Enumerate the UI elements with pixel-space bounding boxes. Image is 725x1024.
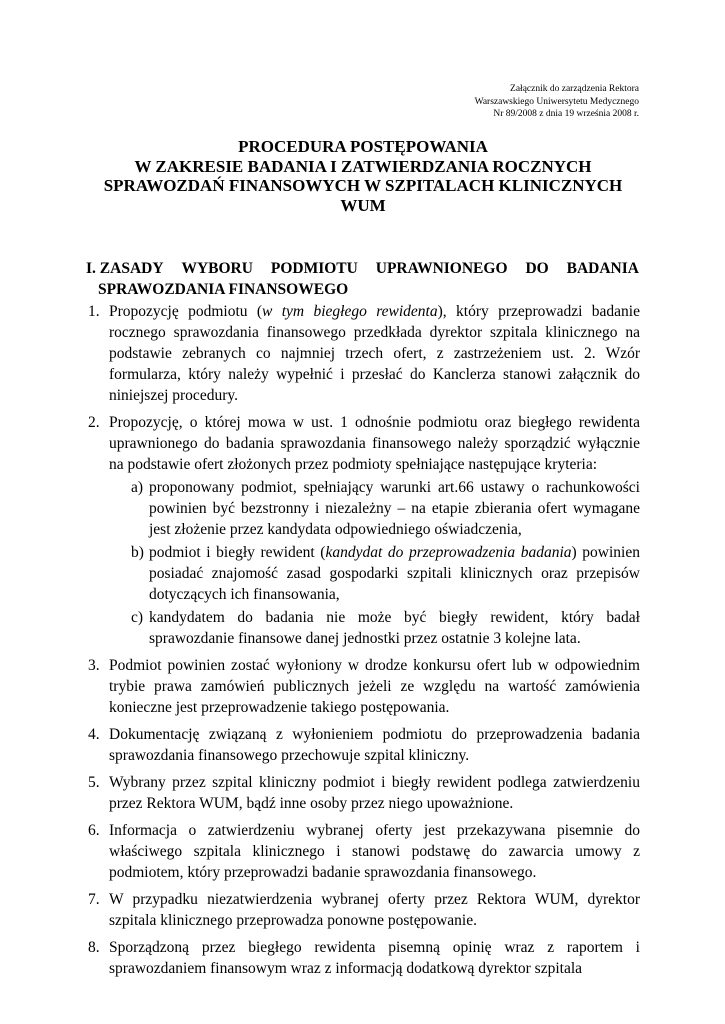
numbered-list: [88, 301, 640, 979]
annex-note-line: Warszawskiego Uniwersytetu Medycznego: [474, 96, 639, 107]
section-word: BADANIA: [566, 260, 639, 277]
item-text-italic: w tym biegłego rewidenta: [262, 303, 438, 320]
item-text: W przypadku niezatwierdzenia wybranej oferty przez Rektora WUM, dyrektor szpitala klinicznego przeprowadza ponowne postępowanie.: [109, 891, 640, 929]
list-item: [88, 412, 640, 649]
section-word: ZASADY: [99, 260, 164, 277]
item-number: 5.: [88, 774, 100, 791]
title-line: SPRAWOZDAŃ FINANSOWYCH W SZPITALACH KLINICZNYCH: [103, 176, 623, 195]
item-number: 8.: [88, 939, 100, 956]
item-text: [109, 301, 640, 406]
annex-note-line: Załącznik do zarządzenia Rektora: [510, 84, 639, 94]
annex-note-line: Nr 89/2008 z dnia 19 września 2008 r.: [493, 109, 639, 119]
sub-item-text: proponowany podmiot, spełniający warunki art.66 ustawy o rachunkowości powinien być bezstronny i niezależny – na etapie zbierania ofert wymagane jest złożenie przez kandydata odpowiedniego oświadczenia,: [149, 479, 640, 538]
sub-item-text-part: ) powinien posiadać znajomość zasad gospodarki szpitali klinicznych oraz przepisów dotyczących ich finansowania,: [149, 544, 640, 603]
section-word: UPRAWNIONEGO: [375, 260, 508, 277]
sub-item-letter: c): [131, 609, 144, 626]
sub-item: [109, 607, 640, 649]
item-number: 6.: [88, 822, 100, 839]
item-text: Podmiot powinien zostać wyłoniony w drodze konkursu ofert lub w odpowiednim trybie prawa zamówień publicznych jeżeli ze względu na wartość zamówienia konieczne jest przeprowadzenie takiego postępowania.: [109, 657, 640, 716]
annex-note: [475, 83, 639, 121]
sub-item-letter: b): [131, 544, 144, 561]
section-heading-lead: [86, 258, 164, 279]
item-text-part: Propozycję podmiotu (: [109, 303, 263, 320]
sub-item-text: [149, 542, 640, 605]
section-heading-line1: [86, 258, 639, 279]
list-item: [88, 724, 640, 766]
list-item: [88, 820, 640, 883]
item-text: Propozycję, o której mowa w ust. 1 odnośnie podmiotu oraz biegłego rewidenta uprawnionego do badania sprawozdania finansowego należy sporządzić wyłącznie na podstawie ofert złożonych przez podmioty spełniające następujące kryteria:: [109, 414, 640, 473]
item-text: Informacja o zatwierdzeniu wybranej oferty jest przekazywana pisemnie do właściwego szpitala klinicznego i stanowi podstawę do zawarcia umowy z podmiotem, który przeprowadzi badanie sprawozdania finansowego.: [109, 822, 640, 881]
item-text-part: ), który przeprowadzi badanie rocznego sprawozdania finansowego przedkłada dyrektor szpitala klinicznego na podstawie zebranych co najmniej trzech ofert, z zastrzeżeniem ust. 2. Wzór formularza, który należy wypełnić i przesłać do Kanclerza stanowi załącznik do niniejszej procedury.: [109, 303, 640, 404]
item-text: Wybrany przez szpital kliniczny podmiot i biegły rewident podlega zatwierdzeniu przez Rektora WUM, bądź inne osoby przez niego upoważnione.: [109, 774, 640, 812]
title-line: PROCEDURA POSTĘPOWANIA: [238, 137, 488, 156]
sub-item-text-italic: kandydat do przeprowadzenia badania: [325, 544, 572, 561]
section-word: WYBORU: [181, 260, 253, 277]
section-heading: [86, 258, 639, 300]
sub-item-text: kandydatem do badania nie może być biegły rewident, który badał sprawozdanie finansowe danej jednostki przez ostatnie 3 kolejne lata.: [149, 609, 640, 647]
item-number: 1.: [88, 303, 100, 320]
item-text: Dokumentację związaną z wyłonieniem podmiotu do przeprowadzenia badania sprawozdania finansowego przechowuje szpital kliniczny.: [109, 726, 640, 764]
item-number: 4.: [88, 726, 100, 743]
list-item: [88, 655, 640, 718]
section-word: PODMIOTU: [270, 260, 358, 277]
sub-item-text-part: podmiot i biegły rewident (: [149, 544, 326, 561]
sub-item: [109, 477, 640, 540]
section-word: DO: [525, 260, 549, 277]
sub-item-letter: a): [131, 479, 144, 496]
list-item: [88, 772, 640, 814]
item-number: 2.: [88, 414, 100, 431]
item-text: Sporządzoną przez biegłego rewidenta pisemną opinię wraz z raportem i sprawozdaniem finansowym wraz z informacją dodatkową dyrektor szpitala: [109, 939, 640, 977]
section-number: I.: [86, 260, 96, 277]
list-item: [88, 937, 640, 979]
item-number: 7.: [88, 891, 100, 908]
title-line: WUM: [340, 195, 386, 215]
item-number: 3.: [88, 657, 100, 674]
list-item: [88, 889, 640, 931]
document-title: [88, 137, 638, 215]
list-item: [88, 301, 640, 406]
sub-item: [109, 542, 640, 605]
title-line: W ZAKRESIE BADANIA I ZATWIERDZANIA ROCZNYCH: [134, 156, 592, 176]
section-heading-line2: SPRAWOZDANIA FINANSOWEGO: [98, 281, 349, 298]
